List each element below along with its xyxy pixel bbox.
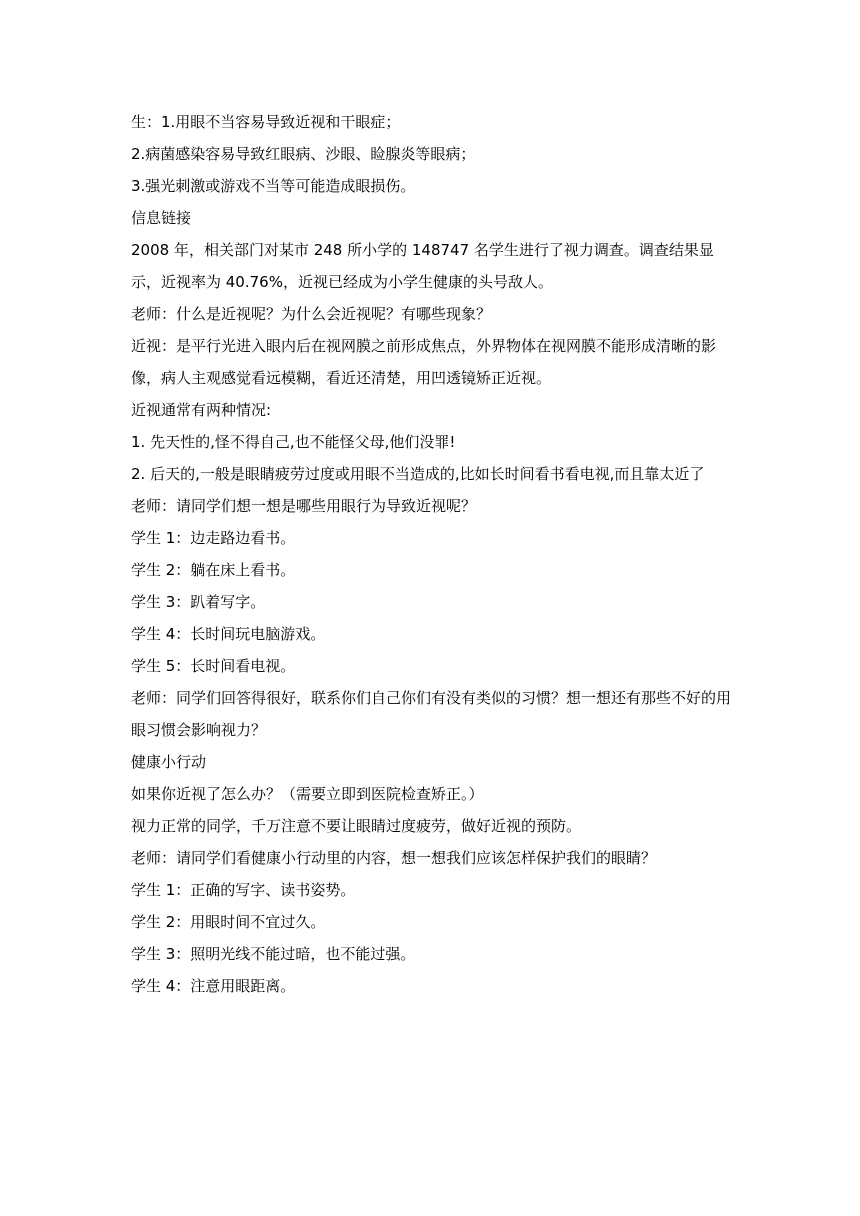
paragraph: 近视通常有两种情况: — [131, 401, 272, 419]
paragraph: 学生 4：长时间玩电脑游戏。 — [131, 625, 326, 643]
paragraph: 如果你近视了怎么办？（需要立即到医院检查矫正。） — [131, 785, 484, 803]
paragraph: 视力正常的同学，千万注意不要让眼睛过度疲劳，做好近视的预防。 — [131, 817, 582, 835]
section-heading: 信息链接 — [131, 209, 192, 227]
paragraph: 老师：同学们回答得很好，联系你们自己你们有没有类似的习惯？想一想还有那些不好的用眼习惯会影响视力？ — [131, 689, 732, 739]
paragraph: 学生 1：正确的写字、读书姿势。 — [131, 881, 356, 899]
paragraph: 老师：请同学们看健康小行动里的内容，想一想我们应该怎样保护我们的眼睛？ — [131, 849, 657, 867]
paragraph: 学生 3：照明光线不能过暗，也不能过强。 — [131, 945, 416, 963]
paragraph: 学生 5：长时间看电视。 — [131, 657, 296, 675]
paragraph: 2008 年，相关部门对某市 248 所小学的 148747 名学生进行了视力调查。调查结果显示，近视率为 40.76%，近视已经成为小学生健康的头号敌人。 — [131, 241, 714, 291]
paragraph: 学生 3：趴着写字。 — [131, 593, 266, 611]
paragraph: 学生 4：注意用眼距离。 — [131, 977, 296, 995]
paragraph: 1. 先天性的,怪不得自己,也不能怪父母,他们没罪! — [131, 433, 456, 451]
paragraph: 3.强光刺激或游戏不当等可能造成眼损伤。 — [131, 177, 416, 195]
paragraph: 学生 2：用眼时间不宜过久。 — [131, 913, 326, 931]
section-heading: 健康小行动 — [131, 753, 207, 771]
document-body — [131, 106, 735, 1002]
paragraph: 2.病菌感染容易导致红眼病、沙眼、睑腺炎等眼病； — [131, 145, 476, 163]
paragraph: 近视：是平行光进入眼内后在视网膜之前形成焦点，外界物体在视网膜不能形成清晰的影像，病人主观感觉看远模糊，看近还清楚，用凹透镜矫正近视。 — [131, 337, 717, 387]
paragraph: 2. 后天的,一般是眼睛疲劳过度或用眼不当造成的,比如长时间看书看电视,而且靠太近了 — [131, 465, 705, 483]
paragraph: 学生 1：边走路边看书。 — [131, 529, 296, 547]
paragraph: 老师：请同学们想一想是哪些用眼行为导致近视呢？ — [131, 497, 477, 515]
paragraph: 生：1.用眼不当容易导致近视和干眼症； — [131, 113, 401, 131]
paragraph: 学生 2：躺在床上看书。 — [131, 561, 296, 579]
paragraph: 老师：什么是近视呢？为什么会近视呢？有哪些现象？ — [131, 305, 492, 323]
